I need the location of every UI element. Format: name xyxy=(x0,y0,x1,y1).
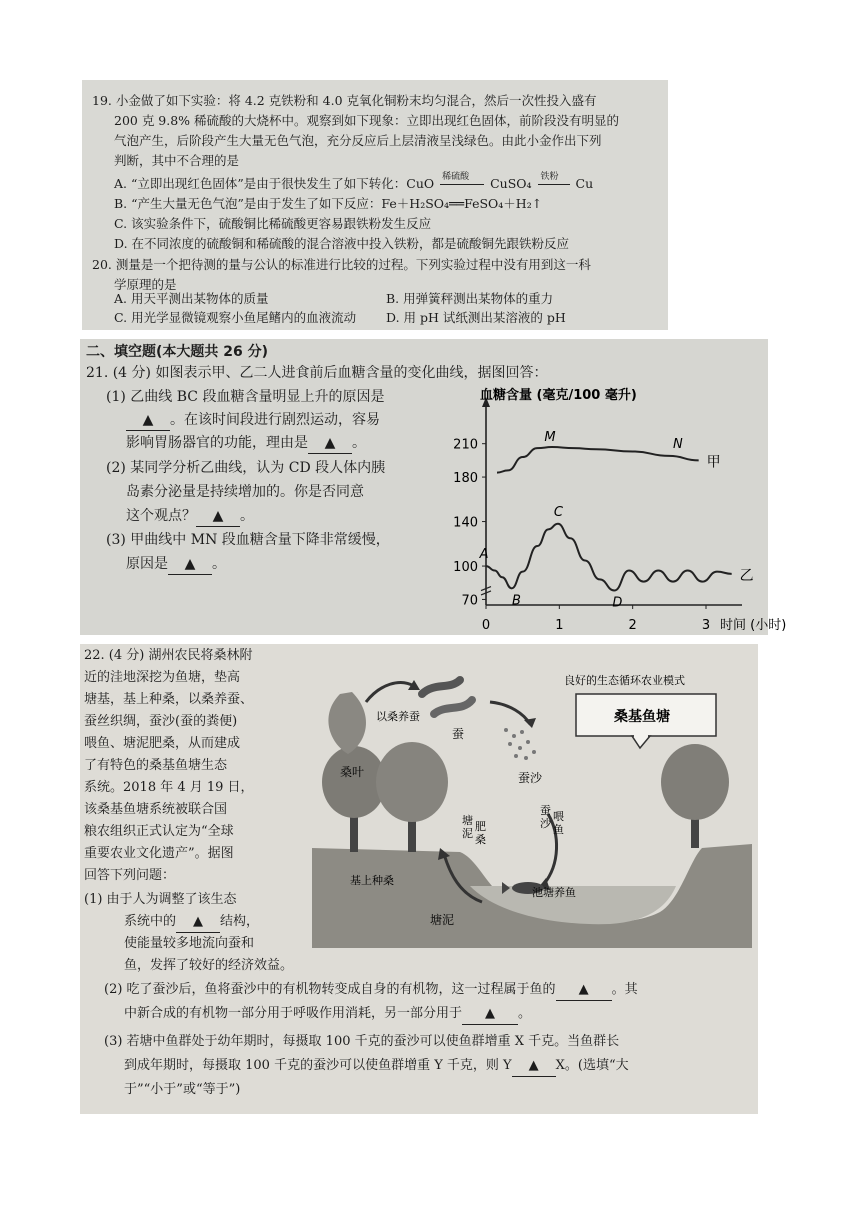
q21-sub2-line1: (2) 某同学分析乙曲线，认为 CD 段人体内胰 xyxy=(106,460,386,476)
q21-sub3-line2: 原因是 ▲ 。 xyxy=(126,554,226,575)
series-line-2 xyxy=(486,524,732,591)
q22-sub3-line-1: (3) 若塘中鱼群处于幼年期时，每摄取 100 千克的蚕沙可以使鱼群增重 X 千克。当鱼群长 xyxy=(104,1034,620,1049)
q21-line-1: 21. (4 分) 如图表示甲、乙二人进食前后血糖含量的变化曲线，据图回答： xyxy=(86,365,548,381)
mud-fertilize-char: 桑 xyxy=(475,833,486,846)
answer-blank[interactable]: ▲ xyxy=(176,912,220,933)
point-label: A xyxy=(479,546,489,562)
reaction-arrow-2 xyxy=(536,172,572,193)
tree-right xyxy=(661,744,729,848)
q22-sub3-line-2 xyxy=(124,1056,629,1077)
q22-text-line-9: 粮农组织正式认定为“全球 xyxy=(84,824,234,839)
q21-sub2-line3: 这个观点？ ▲ 。 xyxy=(126,506,254,527)
reaction-arrow-1 xyxy=(438,172,486,193)
label-pond-fish: 池塘养鱼 xyxy=(532,886,576,899)
q19-option-d: D. 在不同浓度的硫酸铜和稀硫酸的混合溶液中投入铁粉，都是硫酸铜先跟铁粉反应 xyxy=(114,236,570,251)
q19-line-3: 气泡产生，后阶段产生大量无色气泡，充分反应后上层清液呈浅绿色。由此小金作出下列 xyxy=(114,133,602,148)
y-tick-label: 180 xyxy=(453,471,478,487)
question-22-panel xyxy=(80,644,758,1114)
answer-blank[interactable]: ▲ xyxy=(168,554,212,575)
y-axis-label: 血糖含量 (毫克/100 毫升) xyxy=(480,388,637,403)
diagram-box-title: 桑基鱼塘 xyxy=(614,709,670,725)
q22-text-line-8: 该桑基鱼塘系统被联合国 xyxy=(84,802,228,817)
series-name-1: 甲 xyxy=(706,454,721,471)
q22-sub1-line-2 xyxy=(124,912,259,933)
q22-text-line-6: 了有特色的桑基鱼塘生态 xyxy=(84,758,228,773)
point-label: D xyxy=(612,595,623,611)
mud-fertilize-char: 泥 xyxy=(462,827,473,840)
x-tick-label: 0 xyxy=(481,618,491,633)
q22-text-line-2: 近的洼地深挖为鱼塘，垫高 xyxy=(84,670,241,685)
q22-sub1-line-1: (1) 由于人为调整了该生态 xyxy=(84,892,237,907)
q20-option-b: B. 用弹簧秤测出某物体的重力 xyxy=(386,291,554,306)
q20-line-2: 学原理的是 xyxy=(114,277,177,292)
q19-option-a xyxy=(114,172,594,193)
x-tick-label: 3 xyxy=(701,618,711,633)
q21-sub2-line2: 岛素分泌量是持续增加的。你是否同意 xyxy=(126,484,364,500)
label-mulberry-leaf: 桑叶 xyxy=(340,765,365,779)
q21-sub1-line2-text: 。在该时间段进行剧烈运动，容易 xyxy=(170,412,380,428)
x-tick-label: 2 xyxy=(628,618,637,633)
waste-feed-fish-char: 鱼 xyxy=(553,823,564,836)
answer-blank[interactable]: ▲ xyxy=(512,1056,556,1077)
q22-sub2-line-2 xyxy=(124,1004,531,1025)
point-label: M xyxy=(544,430,556,446)
answer-blank[interactable]: ▲ xyxy=(462,1004,518,1025)
tree-left-2 xyxy=(376,742,448,852)
q21-sub3-line1: (3) 甲曲线中 MN 段血糖含量下降非常缓慢， xyxy=(106,532,390,548)
answer-blank[interactable]: ▲ xyxy=(308,433,352,454)
q20-option-d: D. 用 pH 试纸测出某溶液的 pH xyxy=(386,310,566,325)
y-tick-label: 70 xyxy=(461,593,478,609)
q19-option-a-end: Cu xyxy=(575,176,594,191)
mud-fertilize-char: 肥 xyxy=(475,820,486,833)
q22-sub2-text-4: 。 xyxy=(518,1006,532,1021)
label-silkworm: 蚕 xyxy=(452,727,465,741)
q22-sub1-line-3: 使能量较多地流向蚕和 xyxy=(124,936,255,951)
point-label: C xyxy=(553,504,563,520)
q22-text-line-5: 喂鱼、塘泥肥桑，从而建成 xyxy=(84,736,241,751)
x-tick-label: 1 xyxy=(555,618,564,633)
label-plant-mulberry: 基上种桑 xyxy=(350,874,394,887)
q21-sub1-line3-text: 影响胃肠器官的功能，理由是 xyxy=(126,435,308,451)
section-2-title: 二、填空题(本大题共 26 分) xyxy=(86,344,269,360)
q21-sub2-line3-text: 这个观点？ xyxy=(126,508,196,524)
q19-option-a-text: A. “立即出现红色固体”是由于很快发生了如下转化：CuO xyxy=(114,176,435,191)
waste-feed-fish-char: 沙 xyxy=(540,817,551,830)
q22-sub1-text-2: 结构， xyxy=(220,914,260,929)
q22-sub3-text-2: X。(选填“大 xyxy=(555,1058,629,1073)
arrow-2-shaft xyxy=(538,184,570,185)
point-label: B xyxy=(512,593,521,609)
q19-line-4: 判断，其中不合理的是 xyxy=(114,153,240,168)
question-19-20-panel xyxy=(82,80,668,330)
series-line-1 xyxy=(497,447,699,473)
diagram-header: 良好的生态循环农业模式 xyxy=(564,674,685,687)
q22-text-line-7: 系统。2018 年 4 月 19 日， xyxy=(84,780,254,795)
waste-feed-fish-char: 喂 xyxy=(553,810,564,823)
q22-sub2-text: (2) 吃了蚕沙后，鱼将蚕沙中的有机物转变成自身的有机物，这一过程属于鱼的 xyxy=(104,982,556,997)
q21-sub1-line2 xyxy=(126,410,380,431)
arrow-1-shaft xyxy=(440,184,484,185)
answer-blank[interactable]: ▲ xyxy=(196,506,240,527)
q21-sub3-line2-text: 原因是 xyxy=(126,556,168,572)
q19-option-b: B. “产生大量无色气泡”是由于发生了如下反应：Fe＋H₂SO₄══FeSO₄＋H₂↑ xyxy=(114,196,543,211)
q22-text-line-11: 回答下列问题： xyxy=(84,868,176,883)
q19-option-c: C. 该实验条件下，硫酸铜比稀硫酸更容易跟铁粉发生反应 xyxy=(114,216,432,231)
q22-sub1-text: 系统中的 xyxy=(124,914,177,929)
q22-sub3-line-3: 于”“小于”或“等于”) xyxy=(124,1082,241,1097)
answer-blank[interactable]: ▲ xyxy=(126,410,170,431)
label-feed-silkworm: 以桑养蚕 xyxy=(376,710,420,723)
q21-sub1-line3: 影响胃肠器官的功能，理由是 ▲ 。 xyxy=(126,433,366,454)
waste-feed-fish-char: 蚕 xyxy=(540,804,551,817)
q20-option-c: C. 用光学显微镜观察小鱼尾鳍内的血液流动 xyxy=(114,310,357,325)
tree-left-1 xyxy=(322,746,386,852)
question-21-panel xyxy=(80,339,787,635)
chart-axes xyxy=(480,387,786,633)
y-tick-label: 100 xyxy=(453,560,478,576)
q22-sub2-text-2: 。其 xyxy=(611,982,638,997)
mud-fertilize-char: 塘 xyxy=(462,814,473,827)
label-silkworm-waste: 蚕沙 xyxy=(518,771,543,785)
mulberry-fishpond-diagram xyxy=(310,664,754,948)
q21-sub1-line1: (1) 乙曲线 BC 段血糖含量明显上升的原因是 xyxy=(106,389,385,405)
blood-sugar-chart xyxy=(438,383,787,633)
q22-text-line-10: 重要农业文化遗产”。据图 xyxy=(84,846,234,861)
q22-text-line-4: 蚕丝织绸，蚕沙(蚕的粪便) xyxy=(84,714,238,729)
arrow-1-label: 稀硫酸 xyxy=(442,172,470,182)
q19-line-2: 200 克 9.8% 稀硫酸的大烧杯中。观察到如下现象：立即出现红色固体，前阶段没有明显的 xyxy=(114,113,620,128)
point-label: N xyxy=(673,436,683,452)
q19-line-1: 19. 小金做了如下实验：将 4.2 克铁粉和 4.0 克氧化铜粉末均匀混合，然后一次性投入盛有 xyxy=(92,93,597,108)
q22-sub2-text-3: 中新合成的有机物一部分用于呼吸作用消耗，另一部分用于 xyxy=(124,1006,463,1021)
q22-sub3-text: 到成年期时，每摄取 100 千克的蚕沙可以使鱼群增重 Y 千克，则 Y xyxy=(124,1058,512,1073)
chart-ticks xyxy=(453,438,710,633)
q19-option-a-mid: CuSO₄ xyxy=(490,176,532,191)
arrow-2-label: 铁粉 xyxy=(540,172,559,182)
q22-sub1-line-4: 鱼，发挥了较好的经济效益。 xyxy=(124,958,294,973)
y-tick-label: 140 xyxy=(453,515,478,531)
q22-sub2-line-1 xyxy=(104,980,638,1001)
silkworm-icon xyxy=(422,680,472,714)
q20-option-a: A. 用天平测出某物体的质量 xyxy=(114,291,269,306)
x-axis-label: 时间 (小时) xyxy=(720,618,787,633)
q20-line-1: 20. 测量是一个把待测的量与公认的标准进行比较的过程。下列实验过程中没有用到这一科 xyxy=(92,257,591,272)
label-mud-fertilize xyxy=(462,813,486,846)
answer-blank[interactable]: ▲ xyxy=(556,980,612,1001)
chart-labels xyxy=(479,430,683,611)
chart-series xyxy=(486,447,754,591)
silkworm-droppings-icon xyxy=(504,728,536,760)
label-pond-mud: 塘泥 xyxy=(430,913,455,927)
q22-text-line-1: 22. (4 分) 湖州农民将桑林附 xyxy=(84,648,253,663)
mulberry-leaf-icon xyxy=(328,692,366,754)
q22-text-line-3: 塘基，基上种桑，以桑养蚕、 xyxy=(84,692,254,707)
y-tick-label: 210 xyxy=(453,437,478,453)
series-name-2: 乙 xyxy=(739,567,754,584)
